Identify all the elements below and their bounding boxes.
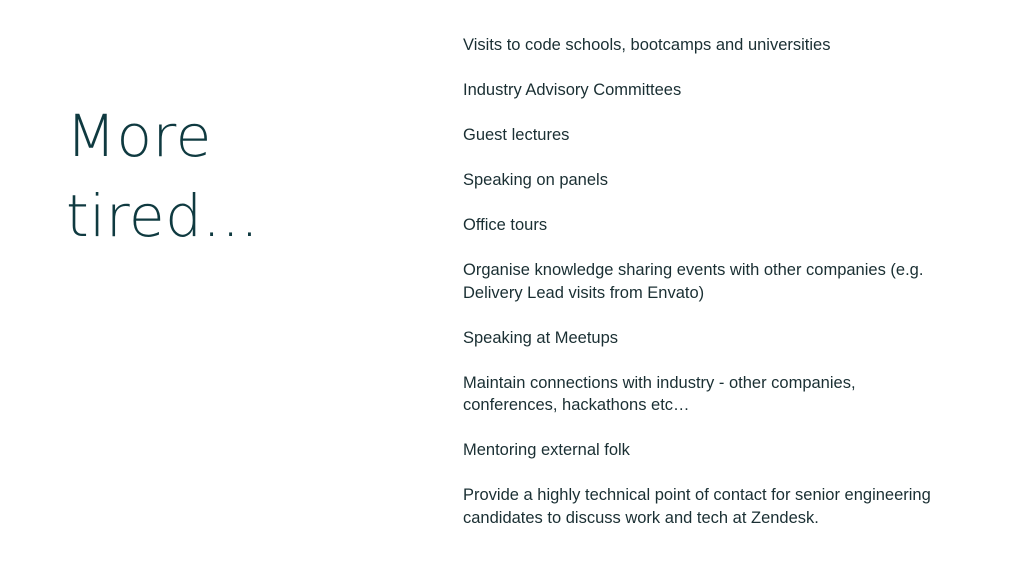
list-item: Visits to code schools, bootcamps and universities xyxy=(463,36,831,54)
list-item: Maintain connections with industry - other companies, conferences, hackathons etc… xyxy=(463,373,856,414)
list-item: Speaking on panels xyxy=(463,171,608,189)
list-item: Guest lectures xyxy=(463,126,570,144)
slide-title-line-1: More xyxy=(66,102,212,170)
list-item: Mentoring external folk xyxy=(463,441,630,459)
list-item: Office tours xyxy=(463,216,548,234)
list-item: Organise knowledge sharing events with other companies (e.g. Delivery Lead visits from Envato) xyxy=(463,261,924,302)
list-item: Provide a highly technical point of contact for senior engineering candidates to discuss work and tech at Zendesk. xyxy=(463,486,931,527)
list-item: Industry Advisory Committees xyxy=(463,81,682,99)
slide-title xyxy=(66,96,396,256)
list-item: Speaking at Meetups xyxy=(463,328,619,347)
activity-list xyxy=(463,34,933,529)
slide-title-line-2: tired... xyxy=(66,182,260,250)
